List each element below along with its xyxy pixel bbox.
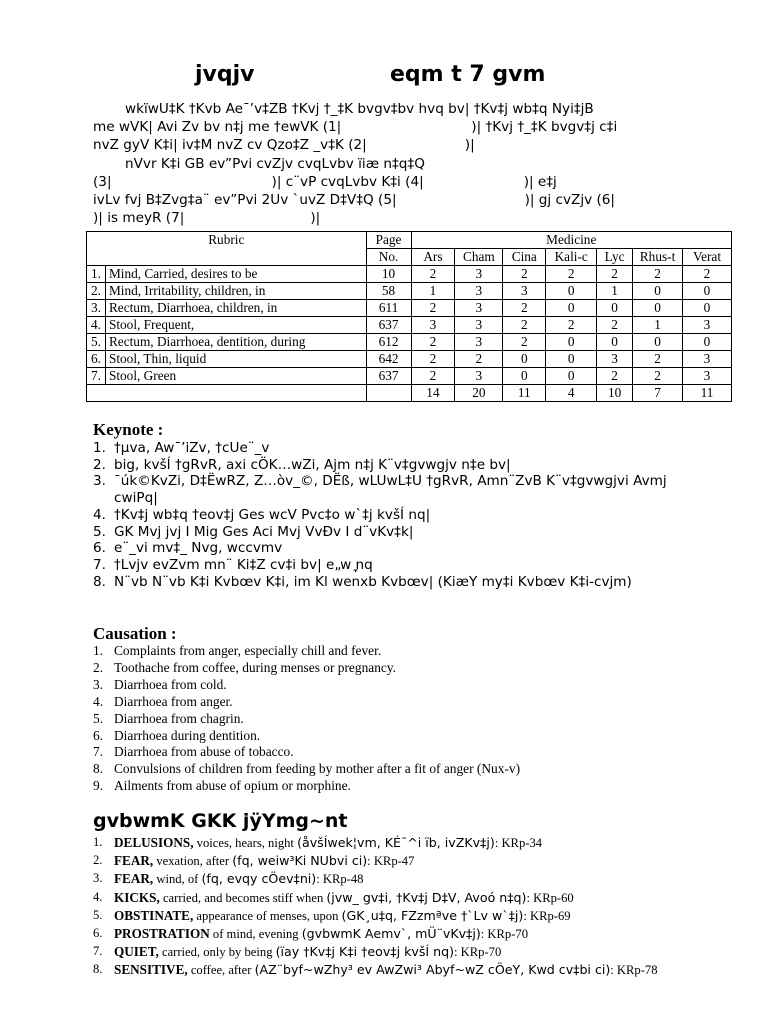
grade-cell: 3 xyxy=(455,300,503,317)
medicine-col-header: Cham xyxy=(455,249,503,266)
list-item xyxy=(93,961,683,979)
page-title xyxy=(0,62,768,92)
repertory-table xyxy=(86,231,732,402)
item-number: 5. xyxy=(93,523,106,540)
list-item xyxy=(93,889,683,907)
medicine-col-header: Verat xyxy=(683,249,732,266)
list-item xyxy=(93,643,520,660)
page-header-no: No. xyxy=(366,249,411,266)
rubric-english: voices, hears, night xyxy=(193,836,298,850)
item-text: Diarrhoea from abuse of tobacco. xyxy=(114,744,294,760)
list-item xyxy=(93,557,683,574)
list-item xyxy=(93,574,683,591)
grade-cell: 2 xyxy=(597,368,633,385)
item-text: Toothache from coffee, during menses or pregnancy. xyxy=(114,659,397,675)
row-number: 1. xyxy=(87,266,106,283)
list-item xyxy=(93,907,683,925)
item-number: 4. xyxy=(93,693,104,709)
item-text: Complaints from anger, especially chill and fever. xyxy=(114,643,382,658)
grade-cell: 3 xyxy=(455,317,503,334)
intro-text: )| c¨vP cvqLvbv K‡i (4| xyxy=(271,173,424,190)
grade-cell: 2 xyxy=(503,266,546,283)
item-number: 7. xyxy=(93,944,103,959)
intro-line: wkïwU‡K †Kvb Ae¯’v‡ZB †Kvj †_‡K bvgv‡bv hvq bv| †Kv‡j wb‡q Nyi‡jB xyxy=(125,101,594,117)
grade-cell: 3 xyxy=(683,317,732,334)
item-number: 3. xyxy=(93,871,103,886)
rubric-reference: : KRp-60 xyxy=(526,890,574,905)
list-item xyxy=(93,540,683,557)
intro-line xyxy=(93,173,683,191)
grade-cell: 2 xyxy=(503,300,546,317)
grade-cell: 0 xyxy=(633,334,683,351)
grade-cell: 0 xyxy=(683,334,732,351)
page-cell: 58 xyxy=(366,283,411,300)
mental-rubrics-list xyxy=(93,834,683,980)
total-cell: 10 xyxy=(597,385,633,402)
grade-cell: 0 xyxy=(597,300,633,317)
grade-cell: 2 xyxy=(633,266,683,283)
grade-cell: 0 xyxy=(503,351,546,368)
intro-paragraph xyxy=(93,100,683,227)
grade-cell: 0 xyxy=(546,283,597,300)
page-cell: 612 xyxy=(366,334,411,351)
intro-text: (3| xyxy=(93,173,112,190)
rubric-keyword: QUIET, xyxy=(114,944,159,960)
grade-cell: 3 xyxy=(455,334,503,351)
grade-cell: 3 xyxy=(455,368,503,385)
item-number: 6. xyxy=(93,540,106,557)
item-number: 3. xyxy=(93,473,106,490)
intro-text: )| xyxy=(310,210,321,227)
item-text: Diarrhoea during dentition. xyxy=(114,727,261,743)
item-text: GK Mvj jvj I Mig Ges Aci Mvj VvÐv I d¨vKv‡k| xyxy=(114,523,414,540)
item-number: 8. xyxy=(93,761,104,777)
rubric-english: coffee, after xyxy=(187,963,255,978)
rubric-cell: Rectum, Diarrhoea, children, in xyxy=(105,300,366,317)
grade-cell: 2 xyxy=(411,300,455,317)
rubric-reference: : KRp-47 xyxy=(367,854,415,869)
intro-text: )| is meyR (7| xyxy=(93,210,185,227)
list-item xyxy=(93,507,683,524)
rubric-keyword: FEAR, xyxy=(114,871,154,887)
page-cell: 637 xyxy=(366,368,411,385)
list-item xyxy=(93,834,683,852)
grade-cell: 0 xyxy=(597,334,633,351)
grade-cell: 2 xyxy=(633,368,683,385)
rubric-keyword: KICKS, xyxy=(114,889,160,905)
grade-cell: 3 xyxy=(597,351,633,368)
list-item xyxy=(93,660,520,677)
intro-text: )| gj cvZjv (6| xyxy=(524,192,616,209)
grade-cell: 2 xyxy=(546,317,597,334)
total-cell: 4 xyxy=(546,385,597,402)
rubric-cell: Rectum, Diarrhoea, dentition, during xyxy=(105,334,366,351)
item-text: Diarrhoea from cold. xyxy=(114,676,227,692)
table-row xyxy=(87,283,732,300)
grade-cell: 2 xyxy=(546,266,597,283)
list-item xyxy=(93,925,683,943)
table-row xyxy=(87,368,732,385)
rubric-reference: : KRp-70 xyxy=(480,927,528,942)
rubric-cell: Stool, Thin, liquid xyxy=(105,351,366,368)
rubric-translation: (jvw_ gv‡i, †Kv‡j D‡V, Avoó n‡q) xyxy=(326,889,527,905)
grade-cell: 0 xyxy=(683,283,732,300)
rubric-header: Rubric xyxy=(87,232,367,266)
item-number: 1. xyxy=(93,440,106,456)
item-text: Ailments from abuse of opium or morphine. xyxy=(114,778,351,794)
item-text: †Kv‡j wb‡q †eov‡j Ges wcV Pvc‡o w`‡j kvšÍ nq| xyxy=(114,506,431,523)
list-item xyxy=(93,440,683,457)
rubric-translation: (GK¸u‡q, FZzmªve †`Lv w`‡j) xyxy=(341,907,524,923)
list-item xyxy=(93,711,520,728)
item-number: 9. xyxy=(93,778,104,794)
rubric-cell: Stool, Frequent, xyxy=(105,317,366,334)
grade-cell: 3 xyxy=(455,283,503,300)
rubric-keyword: FEAR, xyxy=(114,853,154,869)
rubric-english: appearance of menses, upon xyxy=(193,908,342,923)
grade-cell: 2 xyxy=(503,334,546,351)
rubric-reference: : KRp-48 xyxy=(316,872,364,887)
item-number: 6. xyxy=(93,727,104,743)
item-number: 2. xyxy=(93,456,106,473)
list-item xyxy=(93,457,683,474)
table-row xyxy=(87,351,732,368)
grade-cell: 1 xyxy=(597,283,633,300)
item-text: †Lvjv evZvm mn¨ Ki‡Z cv‡i bv| e„wׇ nq xyxy=(114,556,373,573)
table-row xyxy=(87,334,732,351)
medicine-col-header: Lyc xyxy=(597,249,633,266)
rubric-english: vexation, after xyxy=(153,854,233,869)
intro-line: nVvr K‡i GB ev”Pvi cvZjv cvqLvbv ïiæ n‡q‡Q xyxy=(125,155,425,172)
page-header: Page xyxy=(366,232,411,249)
rubric-reference: : KRp-78 xyxy=(610,963,658,978)
item-number: 4. xyxy=(93,889,103,904)
row-number: 6. xyxy=(87,351,106,368)
list-item xyxy=(93,778,520,795)
table-body xyxy=(87,266,732,385)
title-right: eqm t 7 gvm xyxy=(390,62,546,87)
rubric-keyword: OBSTINATE, xyxy=(114,907,194,923)
table-row xyxy=(87,317,732,334)
grade-cell: 0 xyxy=(546,368,597,385)
intro-text: me wVK| Avi Zv bv n‡j me †ewVK (1| xyxy=(93,119,342,136)
item-number: 3. xyxy=(93,676,104,692)
item-number: 5. xyxy=(93,710,104,726)
item-text: N¨vb N¨vb K‡i Kvbœv K‡i, im Kl wenxb Kvbœv| (KiæY my‡i Kvbœv K‡i-cvjm) xyxy=(114,573,632,590)
grade-cell: 2 xyxy=(411,351,455,368)
rubric-translation: (fq, evqy cÖev‡ni) xyxy=(201,871,317,887)
row-number: 7. xyxy=(87,368,106,385)
intro-line xyxy=(93,191,683,209)
item-number: 4. xyxy=(93,506,106,523)
grade-cell: 2 xyxy=(597,317,633,334)
page-cell: 10 xyxy=(366,266,411,283)
list-item xyxy=(93,744,520,761)
grade-cell: 0 xyxy=(633,300,683,317)
grade-cell: 0 xyxy=(546,300,597,317)
rubric-translation: (gvbwmK Aemv`, mÜ¨vKv‡j) xyxy=(301,926,481,942)
rubric-reference: : KRp-69 xyxy=(523,908,571,923)
list-item xyxy=(93,524,683,541)
medicine-col-header: Ars xyxy=(411,249,455,266)
rubric-reference: : KRp-34 xyxy=(494,836,543,850)
list-item xyxy=(93,870,683,888)
rubric-keyword: PROSTRATION xyxy=(114,926,210,942)
page-cell: 637 xyxy=(366,317,411,334)
grade-cell: 3 xyxy=(683,351,732,368)
page-cell: 611 xyxy=(366,300,411,317)
grade-cell: 1 xyxy=(411,283,455,300)
causation-heading: Causation : xyxy=(93,624,177,643)
intro-text: )| †Kvj †_‡K bvgv‡j c‡i xyxy=(471,119,618,136)
keynote-heading: Keynote : xyxy=(93,420,164,439)
intro-text: )| e‡j xyxy=(523,173,557,190)
rubric-keyword: DELUSIONS, xyxy=(114,835,194,850)
medicine-col-header: Kali-c xyxy=(546,249,597,266)
intro-text: )| xyxy=(464,137,475,154)
grade-cell: 0 xyxy=(633,283,683,300)
item-text: big, kvšÍ †gRvR, axi cÖK…wZi, Ajm n‡j K¨v‡gvwgjv n‡e bv| xyxy=(114,456,511,473)
rubric-english: of mind, evening xyxy=(209,927,302,942)
grade-cell: 0 xyxy=(546,351,597,368)
item-number: 8. xyxy=(93,573,106,590)
item-number: 2. xyxy=(93,659,104,675)
rubric-english: wind, of xyxy=(153,872,202,887)
grade-cell: 0 xyxy=(683,300,732,317)
medicine-col-header: Rhus-t xyxy=(633,249,683,266)
totals-label-cell xyxy=(87,385,367,402)
list-item xyxy=(93,728,520,745)
row-number: 3. xyxy=(87,300,106,317)
item-text: ¯úk©KvZi, D‡ËwRZ, Z…òv_©, DËß, wLUwL‡U †gRvR, Amn¨ZvB K¨v‡gvwgjvi Avmj cwiPq| xyxy=(114,473,667,507)
rubric-cell: Stool, Green xyxy=(105,368,366,385)
rubric-translation: (åvšÍwek¦vm, KÉ¯^i ïb, ivZKv‡j) xyxy=(297,835,495,850)
total-cell: 11 xyxy=(683,385,732,402)
mental-rubrics-heading: gvbwmK GKK jÿYmg~nt xyxy=(93,810,348,832)
total-cell: 7 xyxy=(633,385,683,402)
keynote-list xyxy=(93,440,683,590)
item-text: e¨_vi mv‡_ Nvg, wccvmv xyxy=(114,540,283,557)
item-number: 6. xyxy=(93,926,103,941)
table-row xyxy=(87,300,732,317)
item-number: 5. xyxy=(93,907,103,922)
grade-cell: 3 xyxy=(683,368,732,385)
row-number: 5. xyxy=(87,334,106,351)
grade-cell: 2 xyxy=(503,317,546,334)
item-number: 1. xyxy=(93,643,104,658)
row-number: 2. xyxy=(87,283,106,300)
grade-cell: 0 xyxy=(546,334,597,351)
item-text: †µva, Aw¯’iZv, †cUe¨_v xyxy=(114,440,270,456)
intro-text: nvZ gyV K‡i| iv‡M nvZ cv Qzo‡Z _v‡K (2| xyxy=(93,137,367,154)
rubric-cell: Mind, Irritability, children, in xyxy=(105,283,366,300)
list-item xyxy=(93,677,520,694)
grade-cell: 2 xyxy=(411,368,455,385)
row-number: 4. xyxy=(87,317,106,334)
total-cell: 20 xyxy=(455,385,503,402)
table-header-row xyxy=(87,232,732,249)
rubric-translation: (fq, weiw³Ki NUbvi ci) xyxy=(232,853,368,869)
grade-cell: 2 xyxy=(411,266,455,283)
item-number: 1. xyxy=(93,835,103,849)
rubric-english: carried, and becomes stiff when xyxy=(159,890,327,905)
rubric-english: carried, only by being xyxy=(158,945,276,960)
list-item xyxy=(93,852,683,870)
grade-cell: 3 xyxy=(455,266,503,283)
grade-cell: 1 xyxy=(633,317,683,334)
medicine-header: Medicine xyxy=(411,232,732,249)
rubric-translation: (ïay †Kv‡j K‡i †eov‡j kvšÍ nq) xyxy=(275,944,455,960)
medicine-col-header: Cina xyxy=(503,249,546,266)
grade-cell: 2 xyxy=(455,351,503,368)
rubric-translation: (AZ¨byf~wZhy³ ev AwZwi³ Abyf~wZ cÖeY, Kwd cv‡bi ci) xyxy=(254,962,611,978)
item-text: Diarrhoea from anger. xyxy=(114,693,233,709)
item-number: 7. xyxy=(93,556,106,573)
total-cell: 11 xyxy=(503,385,546,402)
table-row xyxy=(87,266,732,283)
title-left: jvqjv xyxy=(195,62,255,87)
page-cell: 642 xyxy=(366,351,411,368)
rubric-reference: : KRp-70 xyxy=(454,945,502,960)
intro-line xyxy=(93,136,683,154)
rubric-cell: Mind, Carried, desires to be xyxy=(105,266,366,283)
list-item xyxy=(93,694,520,711)
item-number: 2. xyxy=(93,853,103,868)
grade-cell: 3 xyxy=(503,283,546,300)
totals-row xyxy=(87,385,732,402)
list-item xyxy=(93,473,683,506)
item-text: Convulsions of children from feeding by mother after a fit of anger (Nux-v) xyxy=(114,761,521,777)
grade-cell: 2 xyxy=(597,266,633,283)
causation-list xyxy=(93,643,520,795)
list-item xyxy=(93,761,520,778)
rubric-keyword: SENSITIVE, xyxy=(114,962,188,978)
intro-line xyxy=(93,209,683,227)
item-text: Diarrhoea from chagrin. xyxy=(114,710,244,726)
total-cell: 14 xyxy=(411,385,455,402)
totals-page-cell xyxy=(366,385,411,402)
grade-cell: 2 xyxy=(633,351,683,368)
grade-cell: 0 xyxy=(503,368,546,385)
grade-cell: 2 xyxy=(411,334,455,351)
grade-cell: 3 xyxy=(411,317,455,334)
intro-text: ivLv fvj B‡Zvg‡a¨ ev”Pvi 2Uv `uvZ D‡V‡Q (5| xyxy=(93,192,397,209)
intro-line xyxy=(93,118,683,136)
grade-cell: 2 xyxy=(683,266,732,283)
item-number: 7. xyxy=(93,744,104,760)
item-number: 8. xyxy=(93,962,103,977)
list-item xyxy=(93,943,683,961)
